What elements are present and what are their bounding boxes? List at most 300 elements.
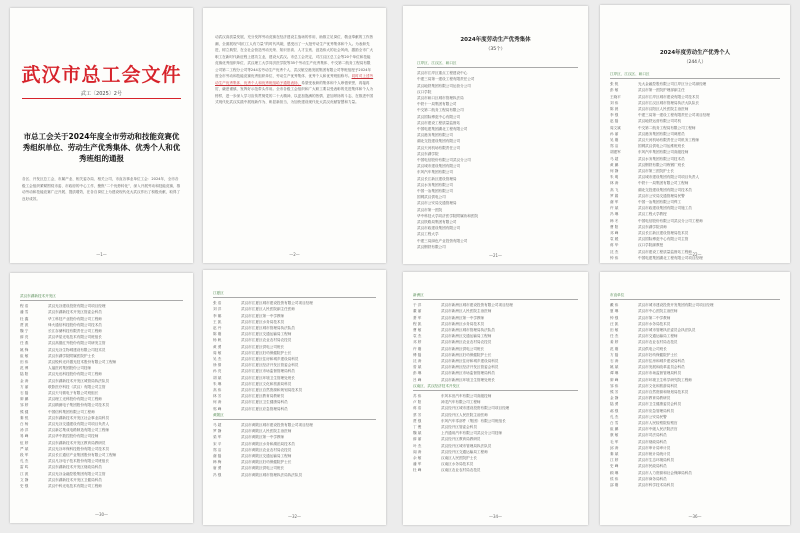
notice-body: 各区、开发区总工会，市属产业、相关委办局、相关公司，市直各事业单位工会：2024年，全市各级工会组织紧紧围绕市委、市政府的中心工作，聚焦“二个优势转化”，深入开展劳动和技能竞赛，推动劳动和技能竞赛广泛开展、提质增效，在各自岗位上为建设现代化大武汉作出了积极贡献，取得了良好成效。 bbox=[22, 177, 181, 201]
document-page-1 bbox=[10, 8, 193, 263]
person-unit: 汉南区农业农村局农技员 bbox=[441, 468, 481, 473]
section-divider bbox=[413, 299, 578, 300]
person-unit: 武汉市中心医院主治医师 bbox=[638, 309, 678, 314]
person-name: 孙 亮 bbox=[213, 369, 222, 374]
person-unit: 长江存储科技有限责任公司工程师 bbox=[48, 329, 102, 334]
person-name: 潘 军 bbox=[413, 462, 422, 467]
person-unit: 武汉市江夏区城市管理局执法队员 bbox=[241, 326, 295, 331]
person-name: 黄 鹏 bbox=[610, 162, 619, 167]
person-name: 谢 军 bbox=[610, 200, 619, 205]
red-header-title: 武汉市总工会文件 bbox=[21, 64, 182, 86]
person-unit: 武汉市自然资源和规划局技术员 bbox=[638, 390, 689, 395]
person-name: 雷 鸣 bbox=[20, 465, 29, 470]
person-unit: 武汉市新洲区农业农村局农技员 bbox=[441, 340, 492, 345]
person-name: 陆 勇 bbox=[610, 402, 619, 407]
person-unit: 武汉市黄陂区城市建设投资有限公司项目经理 bbox=[241, 423, 313, 428]
page-number: —21— bbox=[488, 253, 503, 258]
person-name: 马 超 bbox=[213, 423, 222, 428]
person-name: 白 杨 bbox=[20, 422, 29, 427]
person-name: 刘 洋 bbox=[213, 307, 222, 312]
page-number: —1— bbox=[96, 252, 107, 257]
person-unit: 汉口学院副教授 bbox=[638, 243, 664, 248]
individual-items bbox=[610, 81, 780, 261]
person-unit: 武汉市江夏区农业农村局农技员 bbox=[241, 338, 292, 343]
person-unit: 武汉市卫生健康委员会科员 bbox=[638, 402, 682, 407]
person-unit: 武汉市生态环境局科员 bbox=[638, 458, 674, 463]
person-unit: 武汉市江汉区城市管理局执法大队队长 bbox=[638, 100, 700, 105]
person-name: 姜 婷 bbox=[610, 340, 619, 345]
section-divider bbox=[413, 390, 578, 391]
person-name: 薛 亮 bbox=[20, 335, 29, 340]
list-item: 武汉港务集团有限公司 bbox=[417, 133, 453, 138]
list-section: 江夏区 bbox=[213, 291, 224, 295]
person-name: 曹 阳 bbox=[610, 224, 619, 229]
person-name: 江 婷 bbox=[610, 458, 619, 463]
person-name: 史 峰 bbox=[610, 464, 619, 469]
person-unit: 武汉市新洲区住房和城乡建设局科员 bbox=[441, 359, 499, 364]
person-name: 黄 勇 bbox=[213, 344, 222, 349]
person-name: 田 敏 bbox=[610, 328, 619, 333]
person-name: 刘 伟 bbox=[610, 100, 619, 105]
person-name: 史 强 bbox=[20, 484, 29, 489]
person-name: 崔 敏 bbox=[20, 353, 29, 358]
person-name: 杜 鑫 bbox=[20, 316, 29, 321]
person-unit: 武汉市民政局科员 bbox=[638, 464, 667, 469]
person-unit: 武汉地铁运营有限公司司机 bbox=[638, 119, 682, 124]
person-unit: 武汉市黄陂区城市管理执法局执法队员 bbox=[241, 472, 303, 477]
person-unit: 武汉市农业农村局农技员 bbox=[638, 340, 678, 345]
document-page-2 bbox=[203, 8, 386, 263]
collective-list bbox=[417, 60, 578, 250]
person-name: 钟 强 bbox=[610, 315, 619, 320]
individual-list bbox=[20, 293, 183, 489]
person-unit: 武汉市江夏区自然资源和规划局技术员 bbox=[241, 388, 303, 393]
person-name: 谢 磊 bbox=[213, 454, 222, 459]
person-unit: 武汉供电公司班长 bbox=[638, 346, 667, 351]
section-divider bbox=[417, 67, 578, 68]
person-unit: 武汉市新洲区环境卫生管理处班长 bbox=[441, 377, 495, 382]
person-unit: 武汉华星光电技术有限公司班组长 bbox=[48, 335, 102, 340]
person-name: 林 芳 bbox=[213, 394, 222, 399]
person-name: 蒋 浩 bbox=[413, 406, 422, 411]
person-unit: 武汉市第二中学教师 bbox=[638, 315, 671, 320]
person-name: 杨 帆 bbox=[213, 338, 222, 343]
person-name: 孙 丽 bbox=[610, 131, 619, 136]
person-name: 程 凯 bbox=[413, 321, 422, 326]
individual-items bbox=[20, 303, 183, 489]
person-name: 魏 宁 bbox=[20, 329, 29, 334]
person-unit: 武汉水务集团有限公司技术员 bbox=[638, 156, 685, 161]
person-unit: 武汉市教育局教研员 bbox=[638, 396, 671, 401]
individual-list bbox=[610, 292, 780, 488]
person-name: 陈 晨 bbox=[610, 107, 619, 112]
list-item: 武汉长江新区建设管理局 bbox=[417, 176, 457, 181]
list-item: 东风汽车集团有限公司 bbox=[417, 170, 453, 175]
person-unit: 中铁十一局集团有限公司工程师 bbox=[638, 181, 689, 186]
person-name: 郑 洁 bbox=[610, 144, 619, 149]
person-name: 徐 倩 bbox=[213, 363, 222, 368]
person-unit: 武汉东湖学院附属医院护士长 bbox=[48, 353, 95, 358]
person-unit: 武汉市江夏区供电公司班长 bbox=[241, 344, 285, 349]
person-name: 王 凯 bbox=[213, 319, 222, 324]
person-name: 朱 明 bbox=[610, 175, 619, 180]
notice-title: 市总工会关于2024年度全市劳动和技能竞赛优秀组织单位、劳动生产优秀集体、优秀个人和优秀班组的通报 bbox=[22, 132, 181, 163]
person-name: 董 丽 bbox=[413, 309, 422, 314]
list-item: 湖北交投建设集团有限公司 bbox=[417, 139, 461, 144]
person-unit: 中国信科集团有限公司工程师 bbox=[48, 409, 95, 414]
person-unit: 武汉东湖新技术开发区教育局教研员 bbox=[48, 440, 106, 445]
section-divider bbox=[213, 419, 376, 420]
list-item: 中国电信股份有限公司武汉分公司 bbox=[417, 158, 471, 163]
person-name: 傅 磊 bbox=[413, 352, 422, 357]
person-unit: 武汉工程大学教授 bbox=[638, 212, 667, 217]
person-unit: 华工科技产业股份有限公司工程师 bbox=[48, 316, 102, 321]
person-name: 彭 琳 bbox=[413, 371, 422, 376]
person-name: 胡建军 bbox=[610, 150, 621, 155]
person-name: 周 敏 bbox=[213, 350, 222, 355]
person-unit: 武汉市公安局民警 bbox=[638, 414, 667, 419]
person-unit: 武汉市妇幼保健院护士长 bbox=[638, 352, 678, 357]
list-item: 武汉水务集团有限公司 bbox=[417, 182, 453, 187]
collective-items bbox=[417, 70, 578, 250]
person-unit: 武汉市第一医院护理部副主任 bbox=[638, 88, 685, 93]
list-item: 武汉市硚口区城市管理执法局 bbox=[417, 96, 464, 101]
list-section: 黄陂区 bbox=[213, 412, 224, 417]
document-number: 武工〔2025〕2号 bbox=[81, 91, 122, 97]
person-name: 陆 阳 bbox=[20, 372, 29, 377]
person-unit: 武汉市中级人民法院法官 bbox=[638, 427, 678, 432]
person-unit: 武汉市江夏区第一中学教师 bbox=[241, 313, 285, 318]
person-unit: 武汉市江夏区人民医院副主任医师 bbox=[241, 307, 295, 312]
list-item bbox=[413, 377, 578, 383]
person-unit: 武汉市第三医院护士长 bbox=[638, 169, 674, 174]
person-unit: 武汉市司法局科员 bbox=[638, 433, 667, 438]
person-name: 蒋 华 bbox=[610, 243, 619, 248]
person-unit: 武汉市水务局技术员 bbox=[638, 321, 671, 326]
person-name: 于 洋 bbox=[413, 303, 422, 308]
person-name: 邹 伟 bbox=[610, 383, 619, 388]
notice-paragraph-a: 动武汉高质量发展，充分发挥劳动竞赛在经济建设主战场的作用，助推立足岗位、敬业奉献的工作热潮，全面展现“咱们工人有力量”的时代风貌，感受出了一大批劳动生产优秀集体和个人。为表彰先进，树立典型，在全社会营造劳动光荣、知识崇高、人才宝贵、创造伟大的社会风尚，激励全市广大职工在新时代新征程上建功立业，建设大武汉。市总工会决定，对江汉区总工会等20个单位和技能竞赛优秀组织单位、武汉理工大学同济医学院等35个劳动生产优秀集体、中交第二航务工程局有限公司第二工程分公司等244名劳动生产优秀个人、武汉航空港发展集团有限公司等班组授予2024年度全市劳动和技能竞赛优秀组织单位、劳动生产优秀集体、优秀个人和优秀班组称号。 bbox=[215, 35, 374, 78]
person-unit: 神龙汽车有限公司工程师 bbox=[441, 400, 481, 405]
page-number: —22— bbox=[688, 252, 702, 257]
person-name: 何 静 bbox=[610, 169, 619, 174]
person-name: 姚 锋 bbox=[20, 347, 29, 352]
person-unit: 武汉市城市管理执法委员会执法队员 bbox=[638, 328, 696, 333]
list-item: 武汉铁路局集团有限公司 bbox=[417, 220, 457, 225]
person-name: 丁 俊 bbox=[413, 425, 422, 430]
person-unit: 武汉长江新区建设管理局技术员 bbox=[638, 231, 689, 236]
person-name: 方 丽 bbox=[20, 384, 29, 389]
person-name: 顾 琳 bbox=[610, 470, 619, 475]
person-unit: 武汉市江夏区城市建设投资有限公司项目经理 bbox=[241, 301, 313, 306]
person-name: 余 敏 bbox=[413, 456, 422, 461]
person-unit: 武汉市商务局科员 bbox=[638, 476, 667, 481]
person-unit: 武汉港务集团有限公司调度员 bbox=[638, 131, 685, 136]
person-name: 严 斌 bbox=[20, 446, 29, 451]
person-name: 邱 涛 bbox=[610, 445, 619, 450]
person-name: 何 涛 bbox=[213, 400, 222, 405]
person-name: 白 雪 bbox=[610, 421, 619, 426]
person-unit: 武汉市江夏区环境卫生管理处班长 bbox=[241, 375, 295, 380]
list-item: 武汉东湖学院 bbox=[417, 151, 439, 156]
page-number: —36— bbox=[688, 514, 702, 519]
list-item: 武汉市江岸区重点工程建设中心 bbox=[417, 71, 468, 76]
person-name: 汤 洋 bbox=[20, 428, 29, 433]
page-number: —32— bbox=[287, 514, 302, 519]
person-name: 曾 斌 bbox=[413, 365, 422, 370]
person-name: 张 浩 bbox=[213, 301, 222, 306]
person-unit: 武汉市新洲区妇幼保健院护士长 bbox=[441, 352, 492, 357]
person-name: 冯 琳 bbox=[610, 212, 619, 217]
section-divider bbox=[610, 78, 780, 79]
individual-items bbox=[213, 300, 376, 412]
person-name: 朱 琳 bbox=[213, 381, 222, 386]
person-unit: 武汉市新洲区城市建设投资有限公司项目经理 bbox=[441, 303, 513, 308]
person-name: 潘 雪 bbox=[20, 310, 29, 315]
person-name: 贾 波 bbox=[20, 322, 29, 327]
person-unit: 武汉高德红外股份有限公司研发主管 bbox=[48, 341, 106, 346]
individual-list bbox=[610, 71, 780, 261]
person-name: 邓 峰 bbox=[610, 231, 619, 236]
list-item: 国网武汉供电公司 bbox=[417, 195, 446, 200]
person-name: 杜 峰 bbox=[413, 468, 422, 473]
person-name: 魏 斌 bbox=[413, 431, 422, 436]
list-item: 武汉市建设工程质量监督站 bbox=[417, 120, 461, 125]
person-name: 夏 琳 bbox=[610, 309, 619, 314]
person-unit: 武汉市黄陂区交通运输局工程师 bbox=[241, 454, 292, 459]
person-name: 任 杰 bbox=[610, 334, 619, 339]
individual-list bbox=[213, 290, 376, 478]
person-name: 阎 涛 bbox=[413, 449, 422, 454]
person-unit: 武汉市文化和旅游局科员 bbox=[638, 383, 678, 388]
page-number: —34— bbox=[488, 514, 503, 519]
person-name: 金 静 bbox=[610, 396, 619, 401]
person-name: 张 锐 bbox=[610, 82, 619, 87]
person-name: 袁 媛 bbox=[610, 237, 619, 242]
person-unit: 武汉锐科光纤激光技术股份有限公司工程师 bbox=[48, 360, 117, 365]
person-unit: 武汉市新洲区人民医院主治医师 bbox=[441, 309, 492, 314]
person-name: 金 涛 bbox=[20, 378, 29, 383]
person-unit: 武汉市人力资源和社会保障局科员 bbox=[638, 470, 692, 475]
person-name: 孔 杰 bbox=[20, 459, 29, 464]
person-unit: 武汉市统计局统计员 bbox=[638, 452, 671, 457]
person-unit: 武汉光谷环保科技股份有限公司技术员 bbox=[48, 446, 110, 451]
list-item: 武汉市政建设集团有限公司 bbox=[417, 226, 461, 231]
person-name: 叶 杰 bbox=[413, 443, 422, 448]
person-name: 方 磊 bbox=[610, 352, 619, 357]
person-name: 彭 敏 bbox=[610, 88, 619, 93]
person-unit: 武汉市市场监督管理局科员 bbox=[638, 371, 682, 376]
person-unit: 武汉市新洲区经济开发区管委会科员 bbox=[441, 365, 499, 370]
person-unit: 武汉中科光电技术有限公司工程师 bbox=[48, 484, 102, 489]
person-name: 范 博 bbox=[20, 366, 29, 371]
individual-items bbox=[610, 302, 780, 488]
person-name: 廖 鹏 bbox=[20, 397, 29, 402]
list-item bbox=[610, 482, 780, 488]
person-unit: 武汉东湖新技术开发区管委会科员 bbox=[48, 310, 102, 315]
person-name: 戴 伟 bbox=[610, 303, 619, 308]
list-section: 武汉东湖新技术开发区 bbox=[20, 294, 56, 298]
section-divider bbox=[20, 300, 183, 301]
person-unit: 武汉市黄陂区第一中学教师 bbox=[241, 435, 285, 440]
person-unit: 武汉东湖新技术开发区社会事业局科员 bbox=[48, 415, 110, 420]
person-unit: 武汉天马微电子有限公司班组长 bbox=[48, 391, 99, 396]
list-item bbox=[413, 467, 578, 473]
person-name: 梁 军 bbox=[213, 435, 222, 440]
person-name: 许 斌 bbox=[610, 206, 619, 211]
person-name: 易 峰 bbox=[20, 434, 29, 439]
person-unit: 武汉市新洲区供电公司班长 bbox=[441, 346, 485, 351]
person-unit: 武汉市江夏区住房和城乡建设局科员 bbox=[241, 357, 299, 362]
person-name: 高 飞 bbox=[610, 187, 619, 192]
person-name: 田 伟 bbox=[20, 360, 29, 365]
document-page-8 bbox=[600, 272, 790, 525]
list-item: 武汉天河机场有限责任公司 bbox=[417, 145, 461, 150]
document-page-3 bbox=[403, 6, 588, 264]
list-item bbox=[213, 472, 376, 478]
person-name: 范 刚 bbox=[610, 346, 619, 351]
person-name: 石 涛 bbox=[610, 359, 619, 364]
person-name: 胡 斌 bbox=[213, 375, 222, 380]
person-unit: 武汉市城市建设投资开发集团有限公司项目经理 bbox=[638, 303, 714, 308]
person-name: 林 涛 bbox=[610, 181, 619, 186]
person-unit: 武汉精测电子集团股份有限公司技术员 bbox=[48, 403, 110, 408]
person-name: 蔡 芳 bbox=[413, 412, 422, 417]
person-unit: 汉南区水务局技术员 bbox=[441, 462, 474, 467]
person-unit: 武汉凡谷电子技术股份有限公司班组长 bbox=[48, 459, 110, 464]
person-name: 罗 静 bbox=[213, 429, 222, 434]
list-item: 中国一冶集团有限公司 bbox=[417, 189, 453, 194]
person-name: 邹 婷 bbox=[20, 403, 29, 408]
list-count: （244人） bbox=[683, 60, 707, 65]
person-unit: 武汉市新洲区城市管理局执法队员 bbox=[441, 328, 495, 333]
person-name: 曹 敏 bbox=[413, 328, 422, 333]
person-unit: 武汉理工光科股份有限公司工程师 bbox=[48, 397, 102, 402]
person-unit: 武汉市交通运输局工程师 bbox=[638, 334, 678, 339]
person-name: 韩 冬 bbox=[610, 218, 619, 223]
list-item: 中建三局第一建设工程有限责任公司 bbox=[417, 77, 475, 82]
person-name: 毛 军 bbox=[610, 439, 619, 444]
person-unit: 中建三局第一建设工程有限责任公司项目经理 bbox=[638, 113, 710, 118]
list-section: 市直单位 bbox=[610, 293, 625, 297]
person-unit: 武汉市江夏区卫生健康局科员 bbox=[241, 400, 288, 405]
person-name: 李 娜 bbox=[213, 313, 222, 318]
person-unit: 武汉市黄陂区水务和湖泊局技术员 bbox=[241, 441, 295, 446]
list-item bbox=[20, 483, 183, 489]
person-name: 袁 杰 bbox=[413, 334, 422, 339]
person-unit: 武汉经开区城市管理局执法队员 bbox=[441, 443, 492, 448]
person-unit: 武汉市江夏区水务局技术员 bbox=[241, 319, 285, 324]
list-section: 汉南区、武汉经济技术开发区 bbox=[413, 383, 460, 388]
person-unit: 武汉经开区城市建设投资有限公司项目经理 bbox=[441, 406, 510, 411]
person-name: 宋 平 bbox=[213, 441, 222, 446]
person-unit: 武汉市人民检察院检察官 bbox=[638, 421, 678, 426]
list-item bbox=[213, 406, 376, 412]
person-unit: 中国电信股份有限公司武汉分公司工程师 bbox=[638, 218, 703, 223]
list-section: 江岸区、江汉区、硚口区 bbox=[417, 61, 457, 65]
person-name: 吴 杰 bbox=[213, 357, 222, 362]
person-name: 许 刚 bbox=[413, 346, 422, 351]
person-name: 汪 凯 bbox=[610, 321, 619, 326]
person-unit: 联影医疗科技（武汉）有限公司主管 bbox=[48, 384, 106, 389]
person-unit: 武汉市新洲区市场监督管理局科员 bbox=[441, 371, 495, 376]
person-name: 李 强 bbox=[610, 113, 619, 118]
person-name: 陈 刚 bbox=[213, 332, 222, 337]
person-name: 邓 婷 bbox=[413, 340, 422, 345]
person-unit: 武汉光谷金融控股集团有限公司主管 bbox=[48, 471, 106, 476]
person-unit: 武汉城市建设集团有限公司项目负责人 bbox=[638, 175, 700, 180]
person-unit: 武汉市住房和城乡建设局科员 bbox=[638, 359, 685, 364]
person-unit: 武汉经开区人民医院主治医师 bbox=[441, 412, 488, 417]
person-unit: 中国电建集团湖北工程有限公司项目经理 bbox=[638, 255, 703, 260]
person-name: 康 敏 bbox=[610, 433, 619, 438]
person-unit: 武汉经开区交通运输局工程师 bbox=[441, 449, 488, 454]
person-unit: 武汉东湖新技术开发区城管局执法队员 bbox=[48, 378, 110, 383]
person-unit: 武汉市江夏区市场监督管理局科员 bbox=[241, 369, 295, 374]
person-unit: 湖北交投建设集团有限公司技术员 bbox=[638, 187, 692, 192]
person-name: 谭 琳 bbox=[610, 371, 619, 376]
person-unit: 武汉光谷交通建设有限公司项目负责人 bbox=[48, 422, 110, 427]
person-name: 熊 芳 bbox=[610, 390, 619, 395]
person-name: 程 浩 bbox=[20, 304, 29, 309]
section-divider bbox=[213, 297, 376, 298]
person-name: 石 磊 bbox=[20, 391, 29, 396]
person-name: 沈 杰 bbox=[610, 249, 619, 254]
person-unit: 国网武汉供电公司运维班班长 bbox=[638, 144, 685, 149]
list-item: 汉口学院 bbox=[417, 89, 432, 94]
person-unit: 武汉市科学技术局科员 bbox=[638, 483, 674, 488]
list-item: 武汉钢铁有限公司 bbox=[417, 244, 446, 249]
document-page-6 bbox=[203, 270, 386, 525]
person-name: 秦 悦 bbox=[20, 415, 29, 420]
person-unit: 武汉国际博览中心有限公司主管 bbox=[638, 237, 689, 242]
document-page-5 bbox=[10, 273, 193, 523]
list-item: 武汉市公安局交通管理局 bbox=[417, 201, 457, 206]
person-unit: 中国一冶集团有限公司焊工 bbox=[638, 200, 682, 205]
person-unit: 武汉长江通信产业集团股份有限公司工程师 bbox=[48, 453, 117, 458]
person-unit: 武汉经开区管委会科员 bbox=[441, 425, 477, 430]
person-name: 韩 梅 bbox=[213, 460, 222, 465]
person-unit: 武汉光谷生物城建设有限公司技术员 bbox=[48, 347, 106, 352]
list-item: 武汉工程大学 bbox=[417, 232, 439, 237]
person-unit: 武汉市黄陂区供电公司班长 bbox=[241, 466, 285, 471]
notice-paragraph-b: 希望受表彰的集体和个人珍惜荣誉，再接再厉，谦虚谨慎，发挥好示范带头作用。全市各级工会组织和广大职工要以受表彰的先进集体和个人为榜样，进一步深入学习宣传贯彻党的二十大精神，以更加饱满的热情、更加昂扬的斗志，在推进中国式现代化武汉实践中展现新作为、彰显新担当，为加快建设现代化大武汉贡献智慧和力量。 bbox=[215, 80, 374, 104]
person-name: 孔 杰 bbox=[610, 414, 619, 419]
person-unit: 武汉市汉阳区人民医院主治医师 bbox=[638, 107, 689, 112]
red-divider bbox=[22, 98, 181, 99]
notice-body-continued bbox=[215, 34, 374, 106]
highlighted-sentence: 同时对上述劳动生产优秀集体、优秀个人和优秀班组给予通报表扬， bbox=[215, 74, 374, 85]
person-unit: 武汉东湖新技术开发区财政局科员 bbox=[48, 465, 102, 470]
person-unit: 武汉钢铁有限公司炼钢厂班长 bbox=[638, 162, 685, 167]
person-unit: 武汉市发展和改革委员会科员 bbox=[638, 365, 685, 370]
person-name: 唐 勇 bbox=[213, 466, 222, 471]
person-unit: 武汉市江夏区交通运输局工程师 bbox=[241, 332, 292, 337]
person-name: 秦 斌 bbox=[610, 452, 619, 457]
list-item: 中铁十一局集团有限公司 bbox=[417, 102, 457, 107]
person-unit: 武汉市审计局审计员 bbox=[638, 445, 671, 450]
section-divider bbox=[610, 299, 780, 300]
person-name: 沈 涛 bbox=[413, 359, 422, 364]
person-unit: 烽火通信科技股份有限公司技术员 bbox=[48, 322, 102, 327]
person-name: 段 军 bbox=[20, 453, 29, 458]
person-unit: 武汉市新洲区第一中学教师 bbox=[441, 315, 485, 320]
person-unit: 武汉市黄陂区人民医院主治医师 bbox=[241, 429, 292, 434]
person-unit: 武汉市江夏区妇幼保健院护士长 bbox=[241, 350, 292, 355]
person-unit: 武汉东湖新技术开发区卫健局科员 bbox=[48, 477, 102, 482]
person-name: 熊 健 bbox=[20, 409, 29, 414]
person-unit: 武汉市应急管理局科员 bbox=[638, 408, 674, 413]
